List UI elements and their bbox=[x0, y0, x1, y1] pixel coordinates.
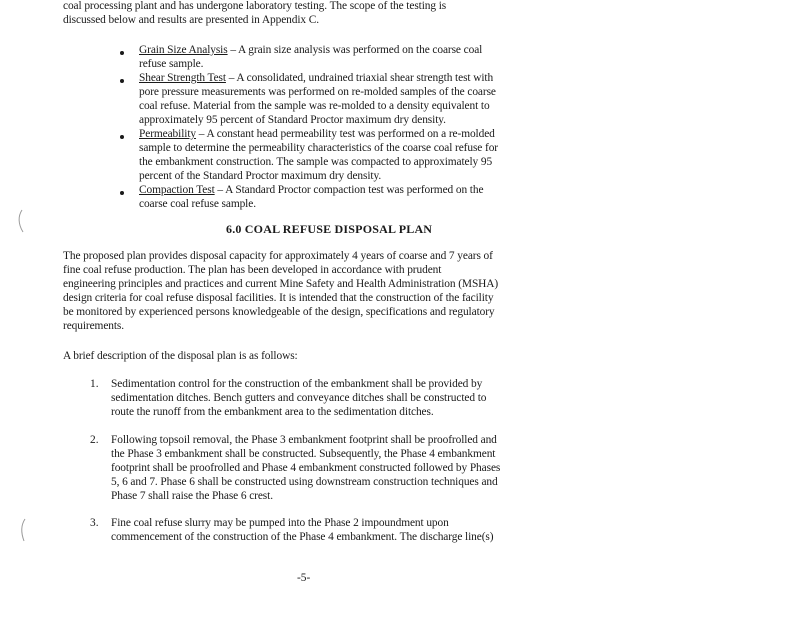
plan-line: design criteria for coal refuse disposal facilities. It is intended that the construction of the facility bbox=[63, 292, 494, 304]
test-desc-line: pore pressure measurements was performed on re-molded samples of the coarse bbox=[139, 86, 496, 98]
test-term: Grain Size Analysis bbox=[139, 44, 228, 56]
step-line: the Phase 3 embankment shall be constructed. Subsequently, the Phase 4 embankment bbox=[111, 448, 496, 460]
step-line: Sedimentation control for the construction of the embankment shall be provided by bbox=[111, 378, 483, 390]
step-number: 3. bbox=[90, 517, 99, 529]
scan-mark-icon bbox=[18, 517, 28, 543]
test-desc-line: sample to determine the permeability characteristics of the coarse coal refuse for bbox=[139, 142, 498, 154]
test-desc-line: coal refuse. Material from the sample was re-molded to a density equivalent to bbox=[139, 100, 490, 112]
bullet-icon bbox=[120, 79, 124, 83]
step-line: Fine coal refuse slurry may be pumped into the Phase 2 impoundment upon bbox=[111, 517, 449, 529]
scan-mark-icon bbox=[16, 208, 26, 234]
intro-line: coal processing plant and has undergone laboratory testing. The scope of the testing is bbox=[63, 0, 447, 12]
step-number: 2. bbox=[90, 434, 99, 446]
step-line: 5, 6 and 7. Phase 6 shall be constructed using downstream construction techniques and bbox=[111, 476, 498, 488]
bullet-icon bbox=[120, 51, 124, 55]
test-desc-line: approximately 95 percent of Standard Proctor maximum dry density. bbox=[139, 114, 446, 126]
plan-line: fine coal refuse production. The plan has been developed in accordance with prudent bbox=[63, 264, 442, 276]
step-line: footprint shall be proofrolled and Phase 4 embankment constructed followed by Phases bbox=[111, 462, 501, 474]
intro-line: discussed below and results are presented in Appendix C. bbox=[63, 14, 320, 26]
step-line: commencement of the construction of the Phase 4 embankment. The discharge line(s) bbox=[111, 531, 494, 543]
test-desc-line: refuse sample. bbox=[139, 58, 204, 70]
plan-line: requirements. bbox=[63, 320, 125, 332]
test-term: Shear Strength Test bbox=[139, 72, 226, 84]
test-desc: – A constant head permeability test was performed on a re-molded bbox=[196, 128, 495, 140]
step-line: Following topsoil removal, the Phase 3 embankment footprint shall be proofrolled and bbox=[111, 434, 497, 446]
test-desc: – A Standard Proctor compaction test was performed on the bbox=[214, 184, 484, 196]
test-item-shear-strength bbox=[139, 72, 493, 85]
step-line: sedimentation ditches. Bench gutters and conveyance ditches shall be constructed to bbox=[111, 392, 487, 404]
test-desc-line: the embankment construction. The sample was compacted to approximately 95 bbox=[139, 156, 493, 168]
step-number: 1. bbox=[90, 378, 99, 390]
bullet-icon bbox=[120, 135, 124, 139]
plan-line: engineering principles and practices and current Mine Safety and Health Administration (MSHA) bbox=[63, 278, 499, 290]
test-term: Permeability bbox=[139, 128, 197, 140]
test-desc: – A consolidated, undrained triaxial shear strength test with bbox=[225, 72, 494, 84]
plan-line: The proposed plan provides disposal capacity for approximately 4 years of coarse and 7 years of bbox=[63, 250, 493, 262]
step-line: Phase 7 shall raise the Phase 6 crest. bbox=[111, 490, 273, 502]
section-heading: 6.0 COAL REFUSE DISPOSAL PLAN bbox=[226, 222, 433, 236]
page-number: -5- bbox=[297, 572, 311, 584]
test-desc-line: percent of the Standard Proctor maximum dry density. bbox=[139, 170, 382, 182]
test-item-permeability bbox=[139, 128, 495, 141]
step-line: route the runoff from the embankment area to the sedimentation ditches. bbox=[111, 406, 434, 418]
bullet-icon bbox=[120, 191, 124, 195]
plan-line: be monitored by experienced persons knowledgeable of the design, specifications and regulatory bbox=[63, 306, 495, 318]
brief-intro: A brief description of the disposal plan is as follows: bbox=[63, 350, 298, 362]
test-term: Compaction Test bbox=[139, 184, 215, 196]
test-desc-line: coarse coal refuse sample. bbox=[139, 198, 256, 210]
test-item-compaction bbox=[139, 184, 483, 197]
test-desc: – A grain size analysis was performed on the coarse coal bbox=[227, 44, 483, 56]
test-item-grain-size bbox=[139, 44, 482, 57]
